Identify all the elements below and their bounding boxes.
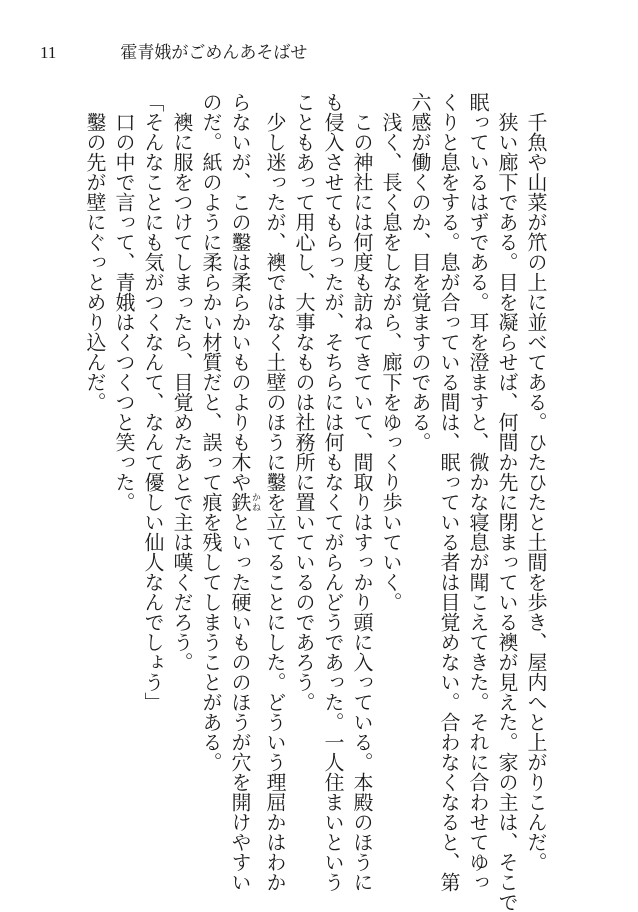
body-line: この神社には何度も訪ねてきていて、間取りはすっかり頭に入っている。本殿のほうに bbox=[350, 92, 374, 892]
body-text bbox=[80, 92, 550, 912]
body-line: 眠っているはずである。耳を澄ますと、微かな寝息が聞こえてきた。それに合わせてゆっ bbox=[466, 92, 490, 892]
body-line: のだ。紙のように柔らかい材質だと、誤って痕を残してしまうことがある。 bbox=[199, 92, 223, 772]
line-part: らないが、この鑿は柔らかいものよりも木や bbox=[228, 92, 252, 492]
page-number: 11 bbox=[40, 43, 57, 62]
body-line: 千魚や山菜が笊の上に並べてある。ひたひたと土間を歩き、屋内へと上がりこんだ。 bbox=[524, 92, 548, 872]
body-line: 六感が働くのか、目を覚ますのである。 bbox=[408, 92, 432, 452]
body-line: 襖に服をつけてしまったら、目覚めたあとで主は嘆くだろう。 bbox=[170, 92, 194, 672]
body-line: 狭い廊下である。目を凝らせば、何間か先に閉まっている襖が見えた。家の主は、そこで bbox=[495, 92, 519, 912]
body-line: 口の中で言って、青娥はくつくつと笑った。 bbox=[112, 92, 136, 512]
body-line: も侵入させてもらったが、そちらには何もなくてがらんどうであった。一人住まいという bbox=[321, 92, 345, 892]
body-line: 少し迷ったが、襖ではなく土壁のほうに鑿を立てることにした。どういう理屈かはわか bbox=[263, 92, 287, 892]
line-part: といった硬いもののほうが穴を開けやすい bbox=[228, 512, 252, 892]
body-line-with-ruby bbox=[225, 92, 260, 892]
body-line: 「そんなことにも気がつくなんて、なんて優しい仙人なんでしょう」 bbox=[141, 92, 165, 712]
running-title: 霍青娥がごめんあそばせ bbox=[120, 43, 308, 63]
ruby-furigana: かね bbox=[250, 492, 260, 512]
ruby-word: 鉄かね bbox=[228, 492, 260, 512]
body-line: 浅く、長く息をしながら、廊下をゆっくり歩いていく。 bbox=[379, 92, 403, 612]
page-header bbox=[40, 38, 307, 63]
body-line: くりと息をする。息が合っている間は、眠っている者は目覚めない。合わなくなると、第 bbox=[437, 92, 461, 892]
body-line: こともあって用心し、大事なものは社務所に置いているのであろう。 bbox=[292, 92, 316, 712]
body-line: 鑿の先が壁にぐっとめり込んだ。 bbox=[83, 92, 107, 412]
